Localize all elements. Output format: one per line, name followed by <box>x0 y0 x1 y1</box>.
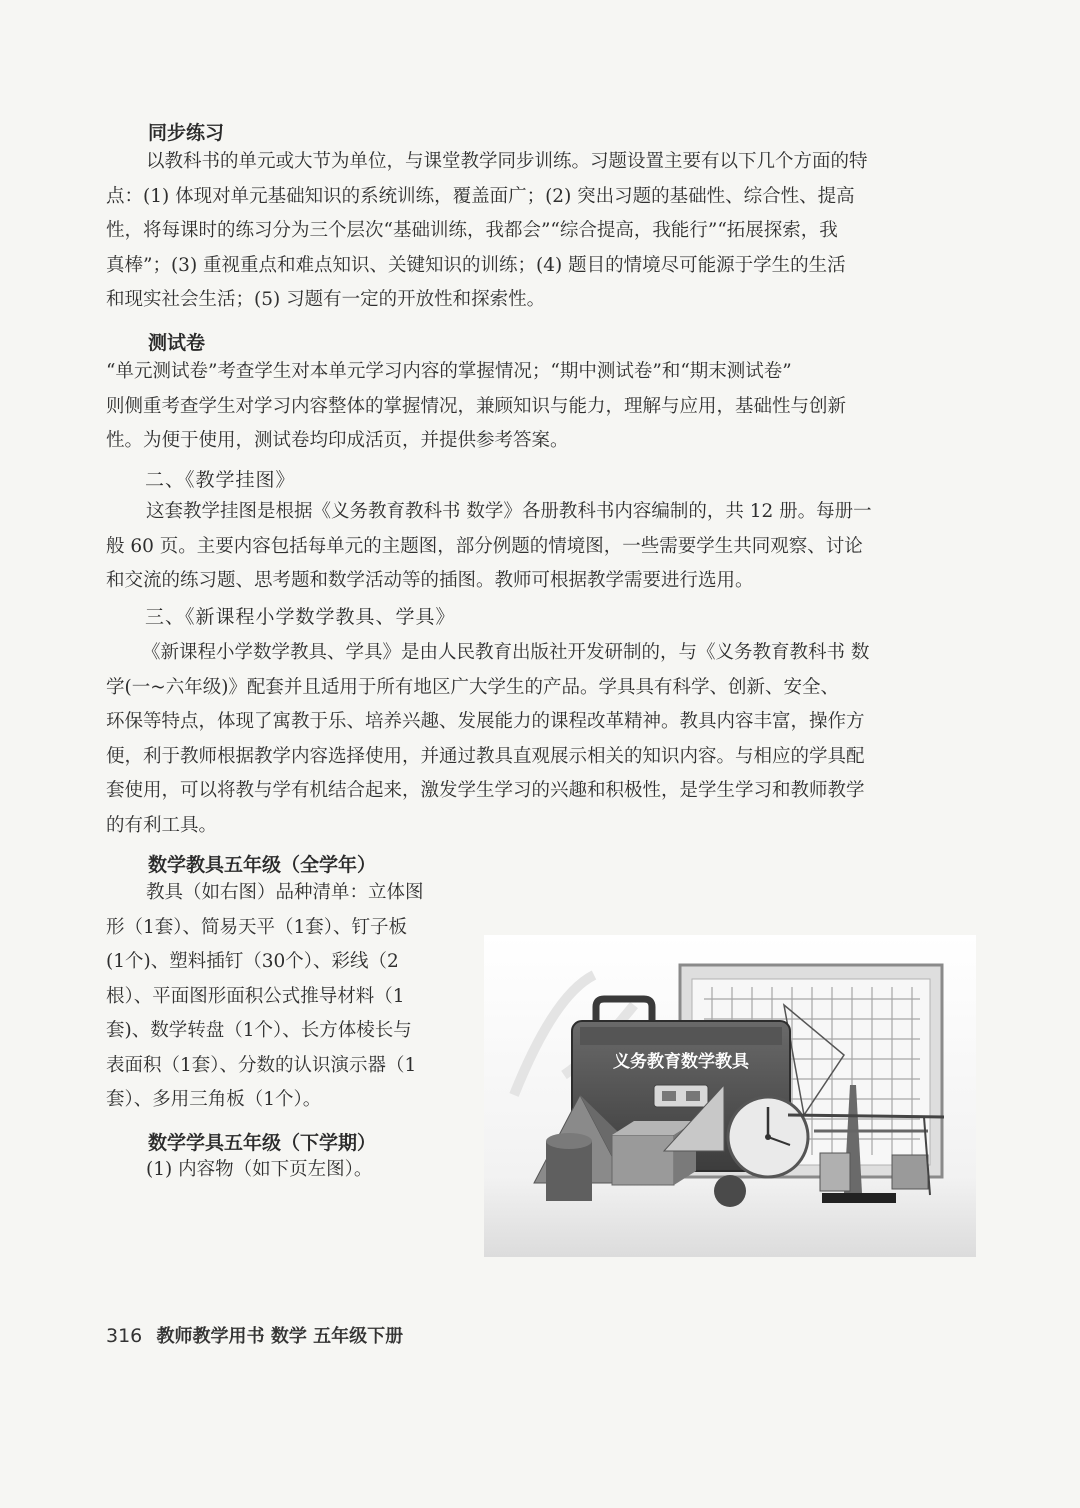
heading-grade5-kit: 数学学具五年级（下学期） <box>148 1132 377 1154</box>
text-line: 便，利于教师根据教学内容选择使用，并通过教具直观展示相关的知识内容。与相应的学具配 <box>106 745 865 767</box>
text-line: “单元测试卷”考查学生对本单元学习内容的掌握情况；“期中测试卷”和“期末测试卷” <box>106 361 792 382</box>
heading-sync-practice: 同步练习 <box>148 122 225 144</box>
text-line: 环保等特点，体现了寓教于乐、培养兴趣、发展能力的课程改革精神。教具内容丰富，操作方 <box>106 711 865 732</box>
text-line: 以教科书的单元或大节为单位，与课堂教学同步训练。习题设置主要有以下几个方面的特 <box>146 151 868 172</box>
teaching-aids-photo <box>484 935 976 1257</box>
paragraph-sync-practice <box>106 145 968 318</box>
book-title: 教师教学用书 数学 五年级下册 <box>156 1326 404 1347</box>
text-line: 和现实社会生活；(5) 习题有一定的开放性和探索性。 <box>106 289 546 310</box>
heading-wall-charts: 二、《教学挂图》 <box>145 469 296 491</box>
text-line: 根）、平面图形面积公式推导材料（1 <box>106 985 405 1007</box>
text-line: 点：(1) 体现对单元基础知识的系统训练，覆盖面广；(2) 突出习题的基础性、综合性、提高 <box>106 185 855 207</box>
text-line: 性。为便于使用，测试卷均印成活页，并提供参考答案。 <box>106 430 569 451</box>
text-line: 《新课程小学数学教具、学具》是由人民教育出版社开发研制的，与《义务教育教科书 数 <box>142 642 870 663</box>
paragraph-teaching-aids <box>106 636 968 843</box>
text-line: 教具（如右图）品种清单：立体图 <box>146 882 424 903</box>
clock-model <box>728 1097 808 1177</box>
paragraph-wall-charts <box>106 495 968 599</box>
text-line: (1个)、塑料插钉（30个）、彩线（2 <box>106 951 399 972</box>
text-line: 表面积（1套）、分数的认识演示器（1 <box>106 1054 417 1076</box>
paragraph-test-paper <box>106 355 968 459</box>
page-number: 316 <box>106 1325 143 1347</box>
text-line: (1) 内容物（如下页左图）。 <box>146 1159 373 1180</box>
heading-test-paper: 测试卷 <box>148 332 206 354</box>
text-line: 套）、多用三角板（1个）。 <box>106 1089 322 1110</box>
text-line: 这套教学挂图是根据《义务教育教科书 数学》各册教科书内容编制的，共 12 册。每册一 <box>146 501 872 522</box>
text-line: 套)、数学转盘（1个）、长方体棱长与 <box>106 1020 412 1041</box>
text-line: 真棒”；(3) 重视重点和难点知识、关键知识的训练；(4) 题目的情境尽可能源于学生的生活 <box>106 254 846 276</box>
text-line: 的有利工具。 <box>106 814 218 836</box>
paragraph-grade5-kit <box>106 1153 466 1188</box>
heading-teaching-aids: 三、《新课程小学数学教具、学具》 <box>145 606 456 628</box>
text-line: 形（1套）、简易天平（1套）、钉子板 <box>106 916 408 938</box>
text-line: 和交流的练习题、思考题和数学活动等的插图。教师可根据教学需要进行选用。 <box>106 570 754 591</box>
text-line: 般 60 页。主要内容包括每单元的主题图，部分例题的情境图，一些需要学生共同观察、讨论 <box>106 535 863 557</box>
heading-grade5-aids: 数学教具五年级（全学年） <box>148 854 377 876</box>
text-line: 性，将每课时的练习分为三个层次“基础训练，我都会”“综合提高，我能行”“拓展探索，我 <box>106 220 838 241</box>
text-line: 则侧重考查学生对学习内容整体的掌握情况，兼顾知识与能力，理解与应用，基础性与创新 <box>106 395 847 417</box>
page-footer <box>106 1322 403 1348</box>
case-label: 义务教育数学教具 <box>613 1052 749 1072</box>
text-line: 学(一~六年级)》配套并且适用于所有地区广大学生的产品。学具具有科学、创新、安全、 <box>106 676 839 698</box>
text-line: 套使用，可以将教与学有机结合起来，激发学生学习的兴趣和积极性，是学生学习和教师教学 <box>106 780 865 801</box>
paragraph-grade5-aids <box>106 876 466 1118</box>
